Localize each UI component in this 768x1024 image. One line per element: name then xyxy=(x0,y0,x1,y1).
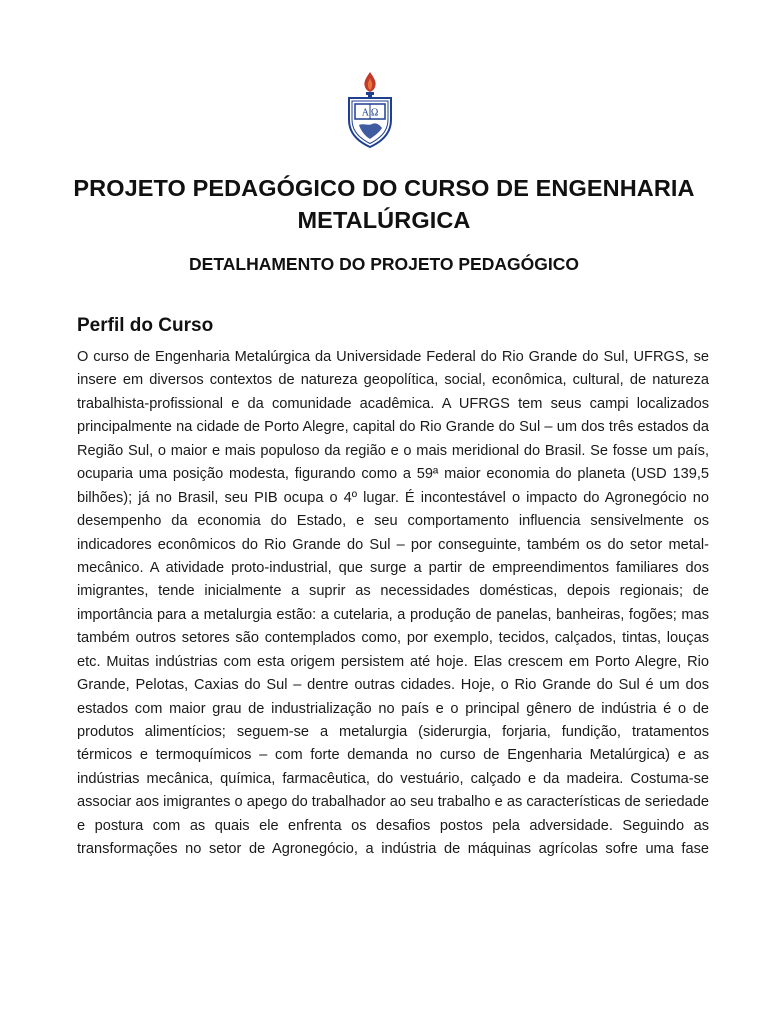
crest-letters: A Ω xyxy=(361,107,379,119)
university-crest-icon xyxy=(346,70,394,150)
body-paragraph: O curso de Engenharia Metalúrgica da Universidade Federal do Rio Grande do Sul, UFRGS, se insere em diversos contextos de natureza geopolítica, social, econômica, cultural, de natureza trabalhista-profissional e da comunidade acadêmica. A UFRGS tem seus campi localizados principalmente na cidade de Porto Alegre, capital do Rio Grande do Sul – um dos três estados da Região Sul, o maior e mais populoso da região e o mais meridional do Brasil. Se fosse um país, ocuparia uma posição modesta, figurando como a 59ª maior economia do planeta (USD 139,5 bilhões); já no Brasil, seu PIB ocupa o 4º lugar. É incontestável o impacto do Agronegócio no desempenho da economia do Estado, e seu comportamento influencia sensivelmente os indicadores econômicos do Rio Grande do Sul – por conseguinte, também os do setor metal-mecânico. A atividade proto-industrial, que surge a partir de empreendimentos familiares dos imigrantes, tende inicialmente a suprir as necessidades domésticas, depois regionais; de importância para a metalurgia estão: a cutelaria, a produção de panelas, banheiras, fogões; mas também outros setores são contemplados como, por exemplo, tecidos, calçados, tintas, louças etc. Muitas indústrias com esta origem persistem até hoje. Elas crescem em Porto Alegre, Rio Grande, Pelotas, Caxias do Sul – dentre outras cidades. Hoje, o Rio Grande do Sul é um dos estados com maior grau de industrialização no país e o principal gênero de indústria é o de produtos alimentícios; seguem-se a metalurgia (siderurgia, forjaria, fundição, tratamentos térmicos e termoquímicos – com forte demanda no curso de Engenharia Metalúrgica) e as indústrias mecânica, química, farmacêutica, do vestuário, calçado e da madeira. Costuma-se associar aos imigrantes o apego do trabalhador ao seu trabalho e as características de seriedade e postura com as quais ele enfrenta os desafios postos pela adversidade. Seguindo as transformações no setor de Agronegócio, a indústria de máquinas agrícolas sofre uma fase xyxy=(77,349,709,858)
document-title: PROJETO PEDAGÓGICO DO CURSO DE ENGENHARIA METALÚRGICA xyxy=(73,175,695,233)
document-subtitle: DETALHAMENTO DO PROJETO PEDAGÓGICO xyxy=(189,254,579,274)
section-heading: Perfil do Curso xyxy=(77,315,214,336)
